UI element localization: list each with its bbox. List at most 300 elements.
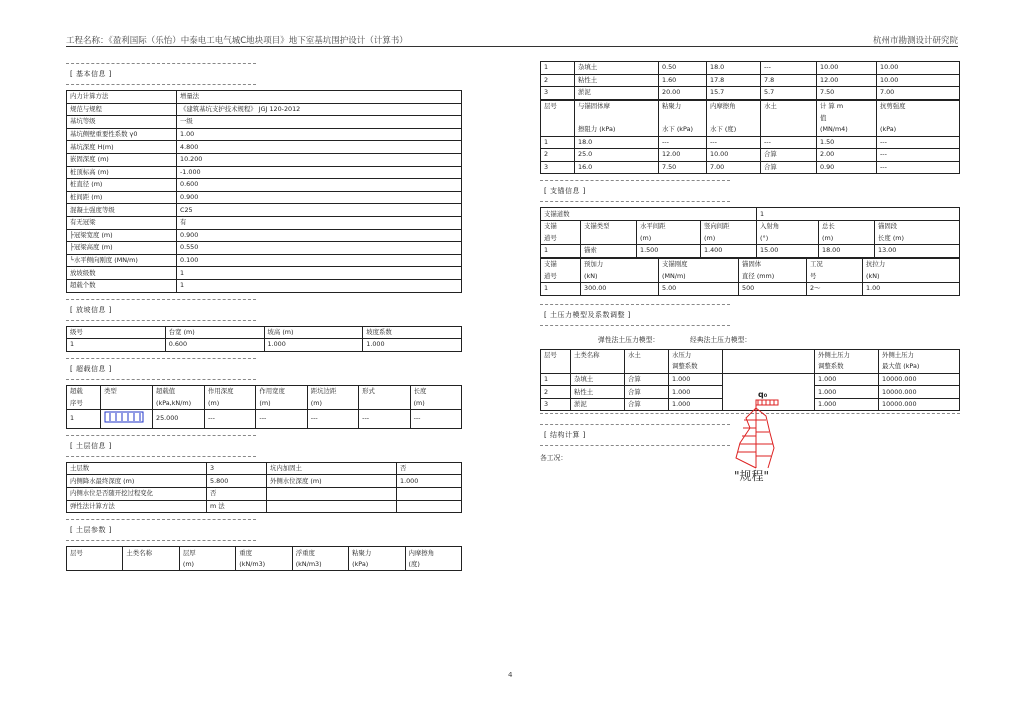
divider: [66, 299, 256, 300]
table-cell: [267, 488, 397, 501]
table-cell: [707, 112, 761, 124]
table-cell: ├冠梁高度 (m): [67, 242, 177, 255]
header-cell: 台宽 (m): [165, 326, 264, 339]
table-cell: 基坑等级: [67, 116, 177, 129]
work-cases-label: 各工况：: [540, 454, 568, 463]
table-cell: (kN/m3): [236, 559, 292, 571]
page-number: 4: [508, 671, 513, 679]
table-cell: 0.600: [165, 339, 264, 352]
table-row: [541, 87, 960, 100]
table-cell: 直径 (mm): [739, 270, 807, 282]
table-cell: 土类名称: [123, 547, 179, 559]
table-row: [541, 373, 960, 386]
table-cell: 10000.000: [879, 373, 960, 386]
table-cell: 16.0: [575, 161, 659, 174]
left-column: [66, 58, 462, 571]
table-row: [67, 229, 462, 242]
table-header-row: [67, 385, 462, 397]
table-cell: 桩直径 (m): [67, 179, 177, 192]
table-cell: ---: [307, 409, 358, 428]
table-cell: (m): [637, 233, 701, 245]
table-cell: 超载个数: [67, 279, 177, 292]
table-cell: [541, 124, 575, 136]
table-cell: (°): [757, 233, 819, 245]
table-cell: 距坑边距: [307, 385, 358, 397]
table-cell: 1: [541, 245, 581, 258]
divider: [540, 201, 730, 202]
table-cell: [541, 361, 571, 373]
table-cell: 2.00: [817, 149, 877, 162]
table-row: [67, 103, 462, 116]
table-cell: 18.0: [575, 136, 659, 149]
table-cell: 13.00: [875, 245, 960, 258]
page-header: [66, 34, 958, 47]
table-cell: [581, 233, 637, 245]
table-cell: 调整系数: [815, 361, 879, 373]
classic-model-label: 经典法土压力模型：: [690, 335, 752, 344]
table-cell: 否: [207, 488, 267, 501]
table-cell: [571, 361, 625, 373]
diagram-caption: "规程": [734, 469, 770, 483]
table-cell: (m): [205, 397, 256, 409]
table-row: [541, 149, 960, 162]
table-cell: 锚索: [581, 245, 637, 258]
table-cell: 5.7: [761, 87, 817, 100]
table-cell: 1.000: [363, 339, 462, 352]
table-cell: 有无冠梁: [67, 216, 177, 229]
table-cell: 1: [541, 62, 575, 75]
table-cell: 淤泥: [571, 398, 625, 411]
table-row: [541, 208, 960, 221]
table-cell: 抗剪强度: [877, 100, 960, 112]
table-cell: 支锚类型: [581, 220, 637, 232]
table-cell: 合算: [761, 161, 817, 174]
table-cell: 12.00: [817, 74, 877, 87]
table-header-row: [541, 233, 960, 245]
table-cell: 20.00: [659, 87, 707, 100]
table-cell: 竖向间距: [701, 220, 757, 232]
table-row: [541, 74, 960, 87]
table-row: [541, 136, 960, 149]
table-cell: 25.0: [575, 149, 659, 162]
anchor-table-2: [540, 258, 960, 296]
section-slope: [ 放坡信息 ]: [70, 305, 112, 314]
table-cell: 12.00: [659, 149, 707, 162]
table-row: [67, 179, 462, 192]
table-cell: 10.00: [817, 62, 877, 75]
table-cell: 锚固体: [739, 258, 807, 270]
table-cell: 序号: [67, 397, 101, 409]
table-cell: 0.100: [177, 254, 462, 267]
table-cell: 外侧土压力: [879, 349, 960, 361]
table-row: [67, 475, 462, 488]
table-cell: 支锚刚度: [659, 258, 739, 270]
table-cell: 300.00: [581, 282, 659, 295]
table-row: [67, 91, 462, 104]
divider: [540, 424, 730, 425]
table-cell: 合算: [625, 398, 669, 411]
table-cell: 0.900: [177, 191, 462, 204]
table-cell: 粘聚力: [659, 100, 707, 112]
table-cell: 合算: [625, 386, 669, 399]
table-header-row: [67, 547, 462, 559]
table-cell: 水土: [625, 349, 669, 361]
table-cell: 内摩擦角: [405, 547, 461, 559]
table-cell: ---: [761, 136, 817, 149]
soil-params-table-2: [540, 100, 960, 175]
table-header-row: [541, 100, 960, 112]
table-cell: 计 算 m: [817, 100, 877, 112]
table-cell: ---: [410, 409, 461, 428]
table-cell: 17.8: [707, 74, 761, 87]
table-cell: 超载: [67, 385, 101, 397]
table-row: [67, 204, 462, 217]
section-layer-info: [ 土层信息 ]: [70, 441, 112, 450]
table-cell: 0.90: [817, 161, 877, 174]
table-cell: 500: [739, 282, 807, 295]
divider: [66, 63, 256, 64]
table-row: [541, 161, 960, 174]
table-cell: 1.000: [815, 386, 879, 399]
table-cell: 调整系数: [669, 361, 723, 373]
divider: [66, 84, 256, 85]
table-cell: [723, 361, 815, 373]
table-cell: ---: [359, 409, 410, 428]
table-cell: 否: [397, 462, 462, 475]
table-cell: 5.00: [659, 282, 739, 295]
table-row: [67, 339, 462, 352]
soil-params-table: [540, 61, 960, 100]
table-row: [67, 279, 462, 292]
anchor-table: [540, 207, 960, 257]
table-cell: (m): [307, 397, 358, 409]
table-row: [67, 166, 462, 179]
section-basic-info: [ 基本信息 ]: [70, 70, 112, 78]
table-cell: 类型: [101, 385, 153, 397]
section-soil-params: [ 土层参数 ]: [70, 526, 112, 535]
table-cell: 3: [207, 462, 267, 475]
table-cell: 4.800: [177, 141, 462, 154]
table-cell: 0.600: [177, 179, 462, 192]
table-cell: 7.50: [659, 161, 707, 174]
divider: [540, 304, 730, 305]
table-cell: [761, 112, 817, 124]
table-cell: 有: [177, 216, 462, 229]
table-cell: 土类名称: [571, 349, 625, 361]
table-header-row: [541, 349, 960, 361]
table-cell: 7.50: [817, 87, 877, 100]
table-cell: 内摩擦角: [707, 100, 761, 112]
table-cell: (m): [179, 559, 235, 571]
table-cell: 抗拉力: [863, 258, 960, 270]
table-cell: (度): [405, 559, 461, 571]
diagram-cell: [723, 373, 815, 386]
table-cell: 7.00: [877, 87, 960, 100]
table-cell: 水土: [761, 100, 817, 112]
table-cell: (kPa): [877, 124, 960, 136]
table-row: [67, 191, 462, 204]
table-cell: 7.8: [761, 74, 817, 87]
basic-info-table: [66, 90, 462, 293]
table-cell: 杂填土: [571, 373, 625, 386]
table-cell: 粘性土: [575, 74, 659, 87]
table-cell: [397, 488, 462, 501]
table-cell: 入射角: [757, 220, 819, 232]
table-cell: 土层数: [67, 462, 207, 475]
table-cell: 2～: [807, 282, 863, 295]
table-cell: 外侧水位深度 (m): [267, 475, 397, 488]
table-cell: 工况: [807, 258, 863, 270]
table-cell: 10.00: [877, 74, 960, 87]
table-cell: [397, 500, 462, 513]
table-cell: 杂填土: [575, 62, 659, 75]
table-cell: 1.00: [863, 282, 960, 295]
table-row: [67, 409, 462, 428]
table-cell: 基坑深度 H(m): [67, 141, 177, 154]
table-cell: 3: [541, 161, 575, 174]
table-cell: [575, 112, 659, 124]
table-cell: 1.400: [701, 245, 757, 258]
table-cell: (kN): [581, 270, 659, 282]
elastic-model-label: 弹性法土压力模型：: [598, 335, 660, 344]
table-cell: 1.000: [815, 398, 879, 411]
table-cell: 道号: [541, 233, 581, 245]
table-cell: 层号: [67, 547, 123, 559]
table-cell: 水下 (kPa): [659, 124, 707, 136]
section-surcharge: [ 超载信息 ]: [70, 364, 112, 373]
table-cell: 最大值 (kPa): [879, 361, 960, 373]
divider: [540, 180, 730, 181]
section-structure-calc: [ 结构计算 ]: [544, 431, 586, 440]
table-header-row: [541, 112, 960, 124]
header-cell: 坡高 (m): [264, 326, 363, 339]
table-cell: 外侧土压力: [815, 349, 879, 361]
table-cell: 0.50: [659, 62, 707, 75]
pressure-profile: [736, 408, 756, 468]
table-row: [67, 153, 462, 166]
table-cell: 3: [541, 87, 575, 100]
table-cell: [659, 112, 707, 124]
table-header-row: [541, 124, 960, 136]
table-cell: 1.000: [669, 398, 723, 411]
table-cell: 长度 (m): [875, 233, 960, 245]
table-header-row: [541, 270, 960, 282]
table-cell: 10.200: [177, 153, 462, 166]
table-cell: 长度: [410, 385, 461, 397]
uniform-load-icon: [104, 411, 144, 423]
table-cell: (m): [256, 397, 307, 409]
table-cell: 层号: [541, 349, 571, 361]
section-earth-pressure: [ 土压力模型及系数调整 ]: [544, 310, 631, 319]
table-cell: (kPa,kN/m): [153, 397, 205, 409]
table-cell: 作用深度: [205, 385, 256, 397]
table-cell: 号: [807, 270, 863, 282]
table-cell: 1.500: [637, 245, 701, 258]
table-cell: 《建筑基坑支护技术规程》 JGJ 120-2012: [177, 103, 462, 116]
table-cell: (MN/m): [659, 270, 739, 282]
table-cell: 5.800: [207, 475, 267, 488]
table-cell: └水平侧向刚度 (MN/m): [67, 254, 177, 267]
table-cell: [541, 112, 575, 124]
table-cell: ---: [659, 136, 707, 149]
table-row: [67, 254, 462, 267]
header-cell: 级号: [67, 326, 166, 339]
table-cell: (kN): [863, 270, 960, 282]
table-cell: 1.000: [669, 386, 723, 399]
table-cell: 1.000: [397, 475, 462, 488]
table-cell: 1: [177, 279, 462, 292]
divider: [540, 325, 730, 326]
divider: [540, 445, 730, 446]
header-cell: 坡度系数: [363, 326, 462, 339]
table-cell: 层厚: [179, 547, 235, 559]
table-row: [67, 216, 462, 229]
table-cell: 15.7: [707, 87, 761, 100]
table-cell: 层号: [541, 100, 575, 112]
table-cell: [101, 397, 153, 409]
table-cell: 淤泥: [575, 87, 659, 100]
table-cell: 一级: [177, 116, 462, 129]
table-cell: 粘聚力: [349, 547, 405, 559]
resistance-profile: [756, 408, 774, 468]
table-cell: 1.000: [815, 373, 879, 386]
project-title: 工程名称：《盈利国际（乐怡）中泰电工电气城C地块项目》地下室基坑围护设计（计算书）: [66, 36, 408, 46]
table-cell: 弹性法计算方法: [67, 500, 207, 513]
table-row: [67, 488, 462, 501]
table-row: [67, 462, 462, 475]
table-cell: 1: [757, 208, 960, 221]
table-cell: 重度: [236, 547, 292, 559]
table-cell: 18.0: [707, 62, 761, 75]
table-cell: ├冠梁宽度 (m): [67, 229, 177, 242]
table-cell: [123, 559, 179, 571]
table-cell: ---: [877, 136, 960, 149]
divider: [66, 519, 256, 520]
table-cell: 1.000: [669, 373, 723, 386]
table-cell: 合算: [761, 149, 817, 162]
table-cell: (m): [701, 233, 757, 245]
table-cell: 支锚道数: [541, 208, 757, 221]
table-cell: (kN/m3): [292, 559, 348, 571]
table-cell: 值: [817, 112, 877, 124]
table-header-row: [67, 397, 462, 409]
divider: [66, 320, 256, 321]
table-cell: ---: [707, 136, 761, 149]
table-cell: 超载值: [153, 385, 205, 397]
table-cell: 桩顶标高 (m): [67, 166, 177, 179]
table-cell: 18.00: [819, 245, 875, 258]
divider: [66, 456, 256, 457]
table-header-row: [541, 220, 960, 232]
table-cell: 1.60: [659, 74, 707, 87]
table-cell: [359, 397, 410, 409]
table-cell: ---: [877, 161, 960, 174]
table-cell: [267, 500, 397, 513]
table-row: [67, 267, 462, 280]
table-cell: ---: [761, 62, 817, 75]
table-cell: 内力计算方法: [67, 91, 177, 104]
table-cell: 擦阻力 (kPa): [575, 124, 659, 136]
table-cell: 内侧水位是否随开挖过程变化: [67, 488, 207, 501]
table-cell: 10.00: [707, 149, 761, 162]
surcharge-block: [756, 400, 778, 405]
slope-table: [66, 326, 462, 352]
table-cell: (m): [410, 397, 461, 409]
table-cell: [761, 124, 817, 136]
table-cell: 桩间距 (m): [67, 191, 177, 204]
table-row: [541, 245, 960, 258]
table-cell: 3: [541, 398, 571, 411]
soil-params-header-table: [66, 546, 462, 571]
table-cell: C25: [177, 204, 462, 217]
surcharge-table: [66, 385, 462, 429]
table-cell: 1: [541, 282, 581, 295]
table-cell: ---: [256, 409, 307, 428]
table-cell: 25.000: [153, 409, 205, 428]
table-cell: 作用宽度: [256, 385, 307, 397]
table-cell: 内侧降水最终深度 (m): [67, 475, 207, 488]
table-cell: [877, 112, 960, 124]
table-cell: 1.000: [264, 339, 363, 352]
organization: 杭州市勘测设计研究院: [872, 36, 958, 46]
table-cell: 预加力: [581, 258, 659, 270]
table-cell: 嵌固深度 (m): [67, 153, 177, 166]
table-cell: 水压力: [669, 349, 723, 361]
q0-label: q₀: [758, 390, 768, 399]
table-header-row: [541, 258, 960, 270]
table-cell: 15.00: [757, 245, 819, 258]
table-row: [541, 282, 960, 295]
table-cell: (m): [819, 233, 875, 245]
table-cell: -1.000: [177, 166, 462, 179]
table-cell: 与锚固体摩: [575, 100, 659, 112]
table-cell: 总长: [819, 220, 875, 232]
table-cell: 放坡级数: [67, 267, 177, 280]
pressure-model-labels: [540, 331, 960, 349]
table-row: [67, 141, 462, 154]
table-cell: 1.50: [817, 136, 877, 149]
table-cell: 1: [177, 267, 462, 280]
table-cell: 1: [67, 339, 166, 352]
table-header-row: [67, 326, 462, 339]
divider: [66, 379, 256, 380]
table-cell: 水下 (度): [707, 124, 761, 136]
table-cell: 2: [541, 74, 575, 87]
table-header-row: [67, 559, 462, 571]
table-cell: ---: [205, 409, 256, 428]
table-row: [541, 62, 960, 75]
table-cell: 2: [541, 386, 571, 399]
table-cell: 0.550: [177, 242, 462, 255]
table-cell: 道号: [541, 270, 581, 282]
table-cell: ---: [877, 149, 960, 162]
table-cell: 坑内加固土: [267, 462, 397, 475]
table-cell: 浮重度: [292, 547, 348, 559]
table-row: [67, 242, 462, 255]
table-header-row: [541, 361, 960, 373]
table-cell: [625, 361, 669, 373]
table-cell: 2: [541, 149, 575, 162]
table-cell: 1: [541, 373, 571, 386]
table-cell: (kPa): [349, 559, 405, 571]
table-cell: [723, 349, 815, 361]
table-cell: 1: [67, 409, 101, 428]
table-cell: 1: [541, 136, 575, 149]
section-anchor-info: [ 支锚信息 ]: [544, 187, 586, 196]
table-cell: 形式: [359, 385, 410, 397]
table-cell: (MN/m4): [817, 124, 877, 136]
divider: [66, 540, 256, 541]
